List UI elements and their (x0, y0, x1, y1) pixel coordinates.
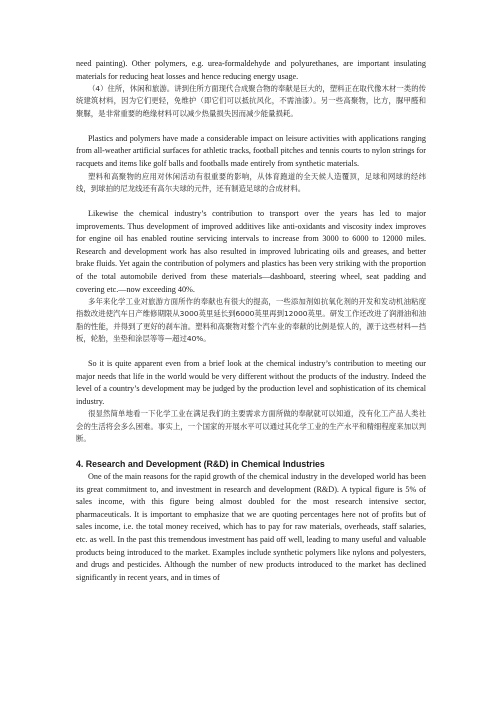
paragraph-zh-4: 很显然简单地看一下化学工业在满足我们的主要需求方面所做的奉献就可以知道，没有化工产品人类社会的生活将会多么困难。事实上，一个国家的开展水平可以通过其化学工业的生产水平和精细程度来加以判断。 (76, 409, 426, 443)
paragraph-en-2: Plastics and polymers have made a considerable impact on leisure activities with applications ranging from all-weather artificial surfaces for athletic tracks, football pitches and tennis courts to nylon strings for racquets and items like golf balls and footballs made entirely from synthetic materials. (76, 133, 426, 168)
paragraph-en-5: One of the main reasons for the rapid growth of the chemical industry in the developed world has been its great commitment to, and investment in research and development (R&D). A typical figure is 5% of sales income, with this figure being almost doubled for the most research intensive sector, pharmaceuticals. It is important to emphasize that we are quoting percentages here not of profits but of sales income, i.e. the total money received, which has to pay for raw materials, overheads, staff salaries, etc. as well. In the past this tremendous investment has paid off well, leading to many useful and valuable products being introduced to the market. Examples include synthetic polymers like nylons and polyesters, and drugs and pesticides. Although the number of new products introduced to the market has declined significantly in recent years, and in times of (76, 471, 426, 582)
section-heading: 4. Research and Development (R&D) in Chemical Industries (76, 458, 325, 469)
paragraph-en-3: Likewise the chemical industry’s contribution to transport over the years has led to major improvements. Thus development of improved additives like anti-oxidants and viscosity index improves for engine oil has enabled routine servicing intervals to increase from 3000 to 6000 to 12000 miles. Research and development work has also resulted in improved lubricating oils and greases, and better brake fluids. Yet again the contribution of polymers and plastics has been very striking with the proportion of the total automobile derived from these materials—dashboard, steering wheel, seat padding and covering etc.—now exceeding 40%. (76, 208, 426, 294)
paragraph-zh-2: 塑料和高聚物的应用对休闲活动有很重要的影响，从体育跑道的全天候人造覆顶，足球和网球的经纬线，到球拍的尼龙线还有高尔夫球的元件，还有制造足球的合成材料。 (76, 171, 426, 193)
paragraph-zh-1: （4）住所，休闲和旅游。讲到住所方面现代合成聚合物的奉献是巨大的，塑料正在取代像木材一类的传统建筑材料，因为它们更轻，免维护（即它们可以抵抗风化，不需油漆）。另一些高聚物，比方，脲甲醛和聚脲，是非常重要的绝缘材料可以减少热量损失因而减少能量损耗。 (76, 84, 426, 118)
paragraph-zh-3: 多年来化学工业对旅游方面所作的奉献也有很大的提高，一些添加剂如抗氧化剂的开发和发动机油粘度指数改进使汽车日产维修期限从3000英里延长到6000英里再到12000英里。研发工作还改进了润滑油和油脂的性能，并得到了更好的刹车油。塑料和高聚物对整个汽车业的奉献的比例是惊人的，源于这些材料—挡板，轮胎，坐垫和涂层等等—超过40%。 (76, 297, 426, 343)
document-page (76, 58, 426, 584)
paragraph-en-4: So it is quite apparent even from a brief look at the chemical industry’s contribution to meeting our major needs that life in the world would be very different without the products of the industry. Indeed the level of a country’s development may be judged by the production level and sophistication of its chemical industry. (76, 358, 426, 406)
paragraph-en-1: need painting). Other polymers, e.g. urea-formaldehyde and polyurethanes, are important insulating materials for reducing heat losses and hence reducing energy usage. (76, 59, 426, 81)
